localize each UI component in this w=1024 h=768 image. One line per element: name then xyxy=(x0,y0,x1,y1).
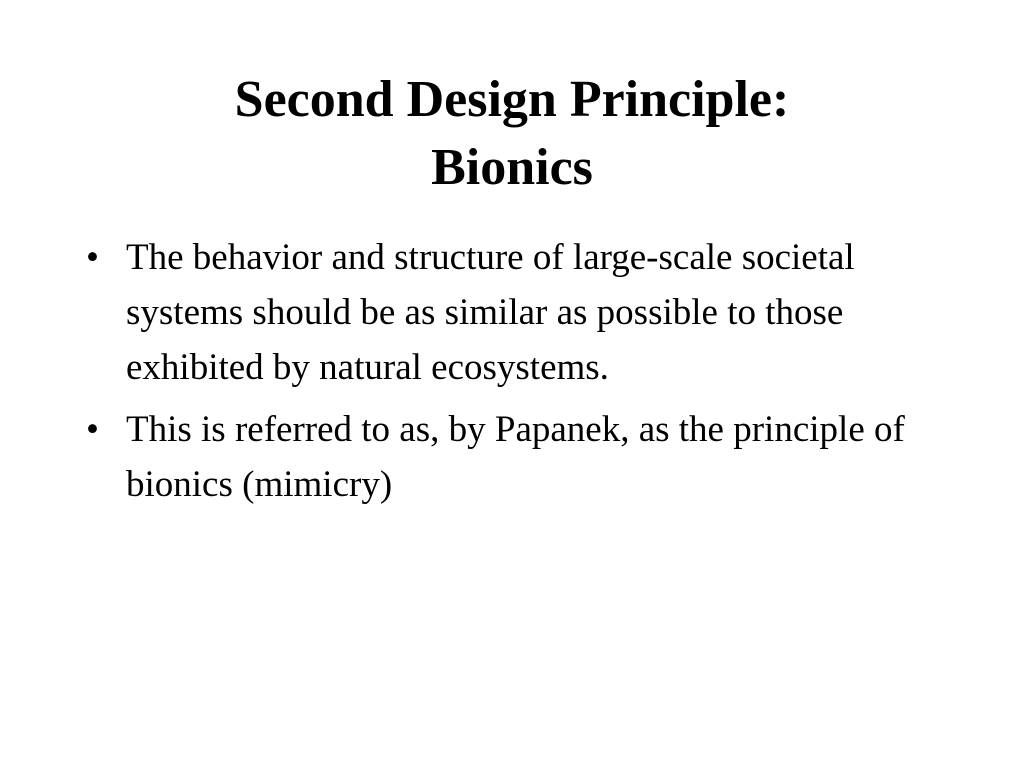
slide-title-line-2: Bionics xyxy=(431,139,593,196)
bullet-text: The behavior and structure of large-scale societal systems should be as similar as possible to those exhibited by natural ecosystems. xyxy=(126,237,855,388)
bullet-marker: • xyxy=(86,237,99,278)
slide-title-line-1: Second Design Principle: xyxy=(234,71,790,128)
bullet-item xyxy=(84,402,944,512)
bullet-list xyxy=(84,230,944,519)
slide-title xyxy=(80,66,944,202)
bullet-text: This is referred to as, by Papanek, as the principle of bionics (mimicry) xyxy=(126,409,905,505)
bullet-marker: • xyxy=(86,409,99,450)
bullet-item xyxy=(84,230,944,395)
